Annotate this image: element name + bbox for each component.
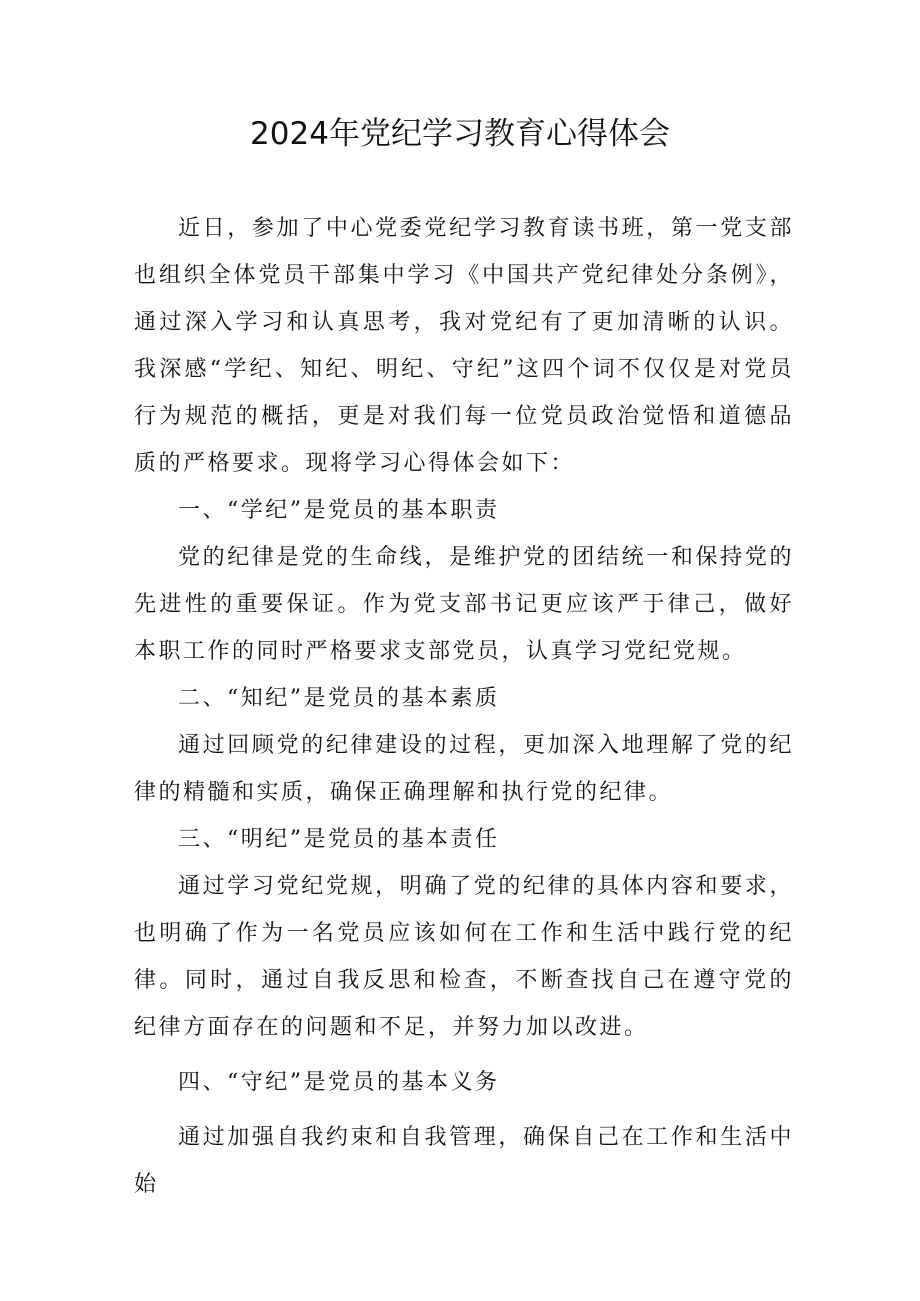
section-paragraph-4: 通过加强自我约束和自我管理，确保自己在工作和生活中始: [134, 1125, 794, 1197]
intro-paragraph: 近日，参加了中心党委党纪学习教育读书班，第一党支部也组织全体党员干部集中学习《中国共产党纪律处分条例》，通过深入学习和认真思考，我对党纪有了更加清晰的认识。我深感“学纪、知纪、明纪、守纪”这四个词不仅仅是对党员行为规范的概括，更是对我们每一位党员政治觉悟和道德品质的严格要求。现将学习心得体会如下：: [134, 216, 794, 476]
document-title: 2024年党纪学习教育心得体会: [250, 116, 670, 152]
section-paragraph-3: 通过学习党纪党规，明确了党的纪律的具体内容和要求，也明确了作为一名党员应该如何在工作和生活中践行党的纪律。同时，通过自我反思和检查，不断查找自己在遵守党的纪律方面存在的问题和不足，并努力加以改进。: [134, 874, 794, 1040]
section-paragraph-2: 通过回顾党的纪律建设的过程，更加深入地理解了党的纪律的精髓和实质，确保正确理解和执行党的纪律。: [134, 733, 794, 805]
section-paragraph-1: 党的纪律是党的生命线，是维护党的团结统一和保持党的先进性的重要保证。作为党支部书记更应该严于律己，做好本职工作的同时严格要求支部党员，认真学习党纪党规。: [134, 545, 794, 664]
section-heading-3: 三、“明纪”是党员的基本责任: [178, 827, 500, 852]
section-heading-4: 四、“守纪”是党员的基本义务: [178, 1070, 500, 1095]
document-body: [134, 205, 794, 1208]
section-heading-1: 一、“学纪”是党员的基本职责: [178, 498, 500, 523]
section-heading-2: 二、“知纪”是党员的基本素质: [178, 686, 500, 711]
